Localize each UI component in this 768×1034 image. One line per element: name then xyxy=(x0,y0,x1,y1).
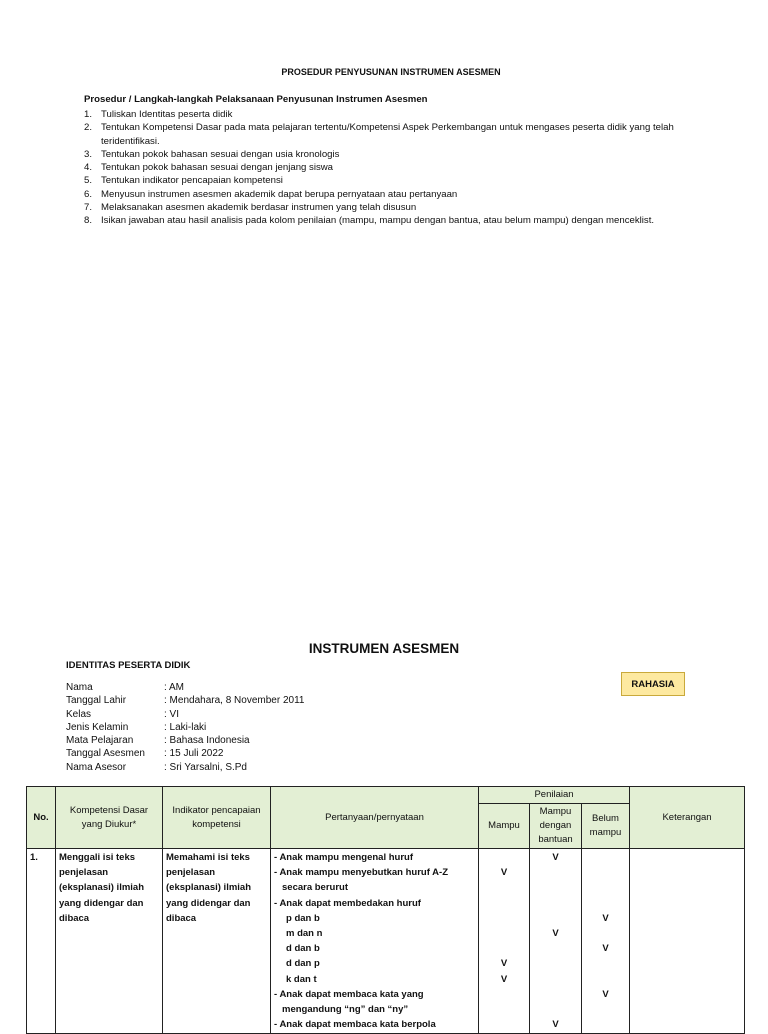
belum-mark xyxy=(585,850,626,865)
identity-label: Nama xyxy=(66,682,93,693)
identity-label: Tanggal Lahir xyxy=(66,695,127,707)
procedure-step xyxy=(84,214,714,227)
kompetensi-cell xyxy=(56,849,163,1034)
identity-row xyxy=(66,708,426,721)
mampu-mark xyxy=(482,896,526,911)
indikator-line: yang didengar dan xyxy=(166,897,251,909)
step-text: Menyusun instrumen asesmen akademik dapat berupa pernyataan atau pertanyaan xyxy=(101,188,458,200)
mampu-mark xyxy=(482,911,526,926)
pertanyaan-line: p dan b xyxy=(286,912,320,924)
identity-label: Tanggal Asesmen xyxy=(66,748,145,760)
kompetensi-line: yang didengar dan xyxy=(59,897,144,909)
bantuan-mark xyxy=(533,987,578,1002)
header-pertanyaan: Pertanyaan/pernyataan xyxy=(271,787,479,849)
belum-mark xyxy=(585,956,626,971)
bantuan-mark xyxy=(533,956,578,971)
procedure-step xyxy=(84,174,714,187)
page-title: PROSEDUR PENYUSUNAN INSTRUMEN ASESMEN xyxy=(281,67,501,77)
mampu-cell xyxy=(479,849,530,1034)
step-text: Melaksanakan asesmen akademik berdasar instrumen yang telah disusun xyxy=(101,202,417,214)
pertanyaan-line: - Anak mampu mengenal huruf xyxy=(274,852,413,863)
kompetensi-line: Menggali isi teks xyxy=(59,852,136,863)
header-indikator: Indikator pencapaian kompetensi xyxy=(163,787,271,849)
bantuan-mark xyxy=(533,865,578,880)
procedure-step xyxy=(84,188,714,201)
identity-label: Jenis Kelamin xyxy=(66,721,129,733)
procedure-steps-list xyxy=(84,108,714,228)
belum-mark xyxy=(585,972,626,987)
bantuan-mark xyxy=(533,880,578,895)
procedure-step xyxy=(84,121,714,148)
identity-value: : 15 Juli 2022 xyxy=(164,748,224,760)
kompetensi-line: penjelasan xyxy=(59,867,109,879)
indikator-line: dibaca xyxy=(166,912,197,924)
pertanyaan-line: d dan b xyxy=(286,943,320,955)
mampu-mark xyxy=(482,1017,526,1032)
belum-mark xyxy=(585,926,626,941)
belum-mark xyxy=(585,865,626,880)
bantuan-mark xyxy=(533,896,578,911)
pertanyaan-line: secara berurut xyxy=(282,882,349,894)
step-number: 1. xyxy=(84,109,93,120)
procedure-step xyxy=(84,108,714,121)
header-keterangan: Keterangan xyxy=(630,787,745,849)
identity-row xyxy=(66,734,426,747)
identity-label: Mata Pelajaran xyxy=(66,735,134,747)
header-no: No. xyxy=(27,787,56,849)
mampu-mark xyxy=(482,880,526,895)
step-text: Tuliskan Identitas peserta didik xyxy=(101,109,233,120)
step-text: Tentukan pokok bahasan sesuai dengan usia kronologis xyxy=(101,148,340,160)
identity-list xyxy=(66,681,426,774)
belum-mark: V xyxy=(602,912,609,924)
pertanyaan-line: - Anak dapat membaca kata berpola xyxy=(274,1019,436,1031)
bantuan-mark xyxy=(533,972,578,987)
mampu-mark xyxy=(482,926,526,941)
procedure-step xyxy=(84,161,714,174)
belum-mark: V xyxy=(602,988,609,1000)
pertanyaan-line: k dan t xyxy=(286,973,317,985)
identity-row xyxy=(66,721,426,734)
bantuan-mark xyxy=(533,1002,578,1017)
step-text: Tentukan pokok bahasan sesuai dengan jenjang siswa xyxy=(101,162,334,174)
bantuan-mark xyxy=(533,941,578,956)
identity-row xyxy=(66,747,426,760)
header-kompetensi: Kompetensi Dasar yang Diukur* xyxy=(56,787,163,849)
kompetensi-line: dibaca xyxy=(59,912,90,924)
procedure-subtitle: Prosedur / Langkah-langkah Pelaksanaan Penyusunan Instrumen Asesmen xyxy=(84,94,428,105)
identity-label: Kelas xyxy=(66,708,92,720)
procedure-step xyxy=(84,148,714,161)
identity-value: : AM xyxy=(164,682,185,693)
belum-mark xyxy=(585,896,626,911)
header-belum-mampu: Belum mampu xyxy=(582,804,630,849)
step-number: 3. xyxy=(84,148,93,160)
step-number: 4. xyxy=(84,162,93,174)
step-number: 6. xyxy=(84,188,93,200)
mampu-mark: V xyxy=(500,867,508,879)
mampu-mark xyxy=(482,987,526,1002)
indikator-cell xyxy=(163,849,271,1034)
step-number: 8. xyxy=(84,215,93,227)
identity-value: : Laki-laki xyxy=(164,721,207,733)
identity-value: : Bahasa Indonesia xyxy=(164,735,250,747)
pertanyaan-line: m dan n xyxy=(286,927,323,939)
identity-value: : VI xyxy=(164,708,180,720)
header-penilaian: Penilaian xyxy=(479,787,630,804)
indikator-line: penjelasan xyxy=(166,867,216,879)
kompetensi-line: (eksplanasi) ilmiah xyxy=(59,882,145,894)
mampu-mark: V xyxy=(500,958,508,970)
table-header-row xyxy=(27,787,745,804)
belum-mark: V xyxy=(602,943,609,955)
bantuan-mark: V xyxy=(552,1019,559,1031)
bantuan-mark: V xyxy=(552,852,559,863)
step-text: Isikan jawaban atau hasil analisis pada kolom penilaian (mampu, mampu dengan bantua, atau belum mampu) dengan menceklist. xyxy=(101,215,655,227)
table-row xyxy=(27,849,745,1034)
identity-label: Nama Asesor xyxy=(66,761,127,773)
identity-row xyxy=(66,681,426,694)
bantuan-mark xyxy=(533,911,578,926)
step-text: Tentukan indikator pencapaian kompetensi xyxy=(101,175,283,187)
identity-heading: IDENTITAS PESERTA DIDIK xyxy=(66,660,191,671)
step-number: 5. xyxy=(84,175,93,187)
identity-row xyxy=(66,761,426,774)
belum-mark xyxy=(585,880,626,895)
pertanyaan-line: d dan p xyxy=(286,958,320,970)
procedure-step xyxy=(84,201,714,214)
mampu-mark xyxy=(482,850,526,865)
belum-mark xyxy=(585,1017,626,1032)
identity-row xyxy=(66,694,426,707)
indikator-line: Memahami isi teks xyxy=(166,852,250,863)
pertanyaan-line: - Anak mampu menyebutkan huruf A-Z xyxy=(274,867,449,879)
belum-mampu-cell xyxy=(582,849,630,1034)
header-mampu-bantuan: Mampu dengan bantuan xyxy=(530,804,582,849)
header-mampu: Mampu xyxy=(479,804,530,849)
mampu-mark xyxy=(482,941,526,956)
pertanyaan-line: - Anak dapat membedakan huruf xyxy=(274,897,421,909)
mampu-bantuan-cell xyxy=(530,849,582,1034)
row-number: 1. xyxy=(27,849,56,1034)
confidential-badge: RAHASIA xyxy=(621,672,685,696)
pertanyaan-line: - Anak dapat membaca kata yang xyxy=(274,988,424,1000)
identity-value: : Sri Yarsalni, S.Pd xyxy=(164,761,247,773)
pertanyaan-cell xyxy=(271,849,479,1034)
keterangan-cell xyxy=(630,849,745,1034)
identity-value: : Mendahara, 8 November 2011 xyxy=(164,695,305,707)
belum-mark xyxy=(585,1002,626,1017)
assessment-table xyxy=(26,786,745,1034)
instrument-title: INSTRUMEN ASESMEN xyxy=(308,641,460,656)
step-number: 7. xyxy=(84,202,93,214)
step-text: Tentukan Kompetensi Dasar pada mata pelajaran tertentu/Kompetensi Aspek Perkembangan untuk mengases peserta didik yang telah teridentifikasi. xyxy=(101,122,674,147)
mampu-mark: V xyxy=(500,973,508,985)
indikator-line: (eksplanasi) ilmiah xyxy=(166,882,252,894)
step-number: 2. xyxy=(84,122,93,134)
mampu-mark xyxy=(482,1002,526,1017)
bantuan-mark: V xyxy=(552,927,559,939)
pertanyaan-line: mengandung “ng” dan “ny” xyxy=(282,1003,409,1015)
